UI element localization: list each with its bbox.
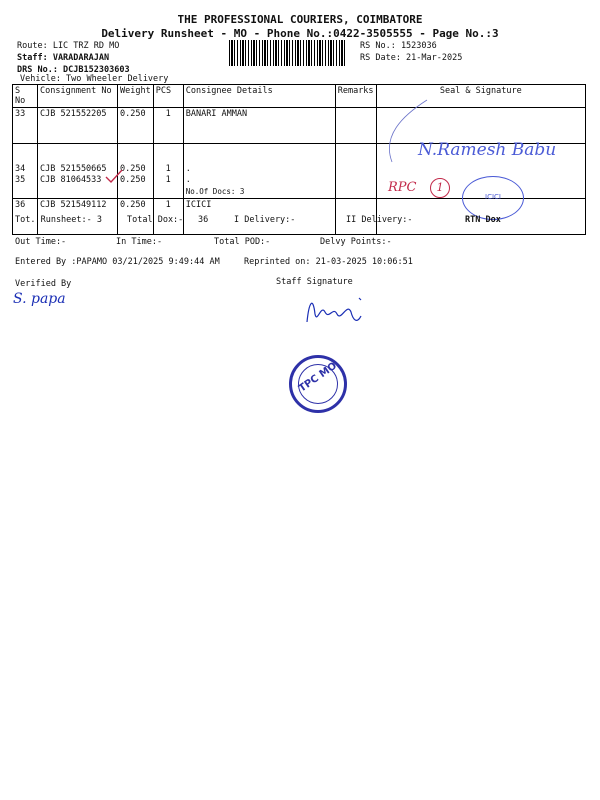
header-sno: S No <box>13 85 38 108</box>
drs-number: DRS No.: DCJB152303603 <box>17 65 130 75</box>
in-time-label: In Time:- <box>116 237 163 247</box>
consignee-35: . <box>185 175 191 185</box>
delvy-points-label: Delvy Points:- <box>320 237 392 247</box>
cell-consignee: BANARI AMMAN <box>183 108 335 144</box>
table-header-row <box>13 85 586 108</box>
weight-34: 0.250 <box>120 164 146 174</box>
icici-seal-stamp <box>462 176 524 220</box>
runsheet-subtitle: Delivery Runsheet - MO - Phone No.:0422-3505555 - Page No.:3 <box>101 27 499 40</box>
reprinted-on: Reprinted on: 21-03-2025 10:06:51 <box>244 257 413 267</box>
pcs-35: 1 <box>165 175 171 185</box>
staff-label: Staff: VARADARAJAN <box>17 53 110 63</box>
cell-remarks <box>335 144 376 199</box>
i-delivery-label: I Delivery:- <box>234 215 296 225</box>
receiver-signature: N.Ramesh Babu <box>418 140 557 160</box>
rtn-dox-label: RTN Dox <box>465 215 501 225</box>
staff-signature-scribble <box>303 294 369 330</box>
circled-number: 1 <box>430 178 450 198</box>
pcs-34: 1 <box>165 164 171 174</box>
consignment-34: CJB 521550665 <box>40 164 107 174</box>
rs-date: RS Date: 21-Mar-2025 <box>360 53 463 63</box>
staff-signature-label: Staff Signature <box>276 277 353 287</box>
entered-by: Entered By :PAPAMO 03/21/2025 9:49:44 AM <box>15 257 220 267</box>
seal-text: ICICI <box>485 193 501 201</box>
verified-by-label: Verified By <box>15 279 72 289</box>
rs-number: RS No.: 1523036 <box>360 41 437 51</box>
total-dox-label: Total Dox:- <box>127 215 184 225</box>
weight-35: 0.250 <box>120 175 146 185</box>
cell-pcs <box>153 144 183 199</box>
barcode <box>229 40 347 66</box>
sno-35: 35 <box>15 175 26 185</box>
stamp-text: TPC MO <box>297 360 339 395</box>
sno-34: 34 <box>15 164 26 174</box>
cell-consignment: CJB 521552205 <box>38 108 118 144</box>
verifier-handwriting: S. papa <box>13 291 66 307</box>
header-consignment: Consignment No <box>38 85 118 108</box>
rpc-mark: RPC <box>388 180 417 195</box>
out-time-label: Out Time:- <box>15 237 67 247</box>
total-pod-label: Total POD:- <box>214 237 271 247</box>
cell-sno <box>13 144 38 199</box>
total-dox-value: 36 <box>198 215 209 225</box>
route-label: Route: LIC TRZ RD MO <box>17 41 120 51</box>
header-weight: Weight <box>118 85 154 108</box>
table-row <box>13 108 586 144</box>
cell-consignee <box>183 144 335 199</box>
cell-sno: 36 <box>13 199 38 235</box>
cell-weight: 0.250 <box>118 108 154 144</box>
cell-consignment: CJB 521549112 <box>38 199 118 235</box>
header-remarks: Remarks <box>335 85 376 108</box>
cell-sno: 33 <box>13 108 38 144</box>
header-seal: Seal & Signature <box>376 85 585 108</box>
tot-runsheet: Tot. Runsheet:- 3 <box>15 215 102 225</box>
header-consignee: Consignee Details <box>183 85 335 108</box>
cell-remarks <box>335 108 376 144</box>
cell-weight: 0.250 <box>118 199 154 235</box>
cell-consignee: ICICI <box>183 199 335 235</box>
vehicle-label: Vehicle: Two Wheeler Delivery <box>20 74 169 84</box>
cell-pcs: 1 <box>153 199 183 235</box>
signature-scribble <box>372 96 432 166</box>
header-pcs: PCS <box>153 85 183 108</box>
docs-note: No.Of Docs: 3 <box>185 187 245 196</box>
consignment-35: CJB 81064533 <box>40 175 102 185</box>
company-title: THE PROFESSIONAL COURIERS, COIMBATORE <box>177 13 423 26</box>
cell-pcs: 1 <box>153 108 183 144</box>
tpc-mo-stamp <box>289 355 347 413</box>
consignee-34: . <box>185 164 191 174</box>
check-mark-icon <box>104 168 124 184</box>
ii-delivery-label: II Delivery:- <box>346 215 413 225</box>
